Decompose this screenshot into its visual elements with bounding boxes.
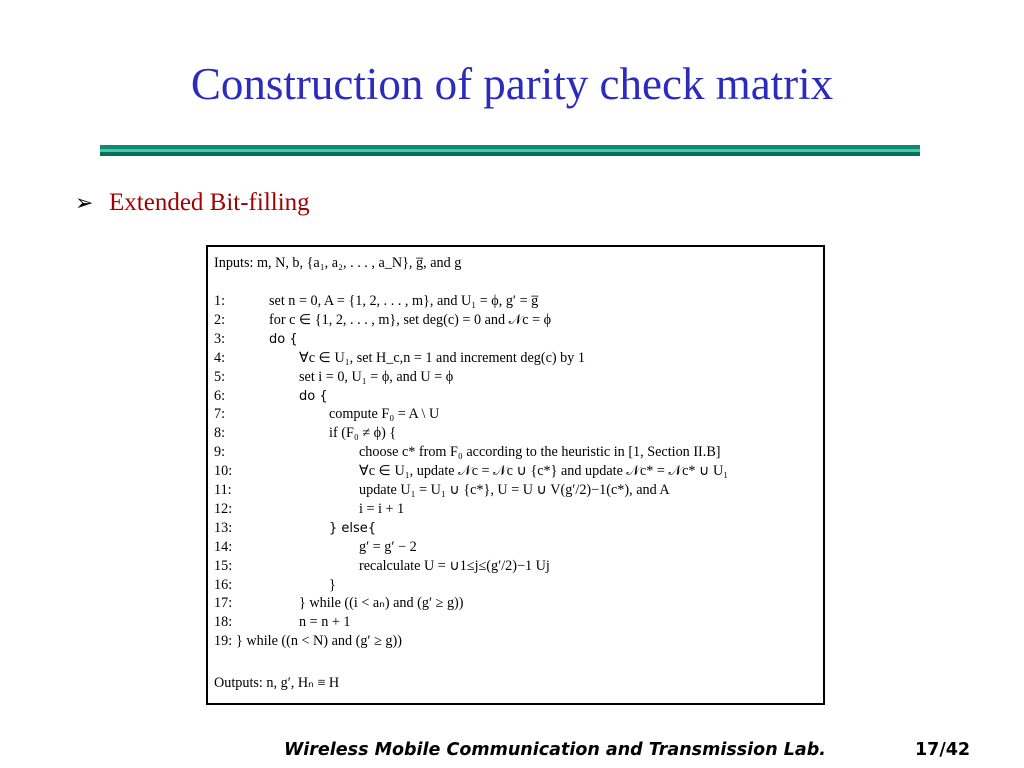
algorithm-box	[206, 245, 825, 705]
algorithm-line	[214, 500, 404, 518]
line-number: 13:	[214, 519, 233, 536]
line-number: 10:	[214, 463, 233, 480]
line-code: do {	[299, 388, 328, 404]
algorithm-line	[214, 405, 439, 423]
line-number: 11:	[214, 482, 232, 498]
line-code: g′ = g′ − 2	[359, 538, 417, 555]
line-number: 17:	[214, 595, 233, 612]
line-number: 4:	[214, 349, 226, 366]
line-number: 15:	[214, 557, 233, 574]
line-code: } while ((i < aₙ) and (g′ ≥ g))	[299, 595, 464, 612]
title-divider	[100, 145, 920, 159]
line-number: 6:	[214, 387, 226, 404]
algorithm-line	[214, 576, 336, 594]
line-number: 12:	[214, 500, 233, 517]
line-code: recalculate U = ∪1≤j≤(g′/2)−1 Uj	[359, 557, 550, 574]
line-number: 7:	[214, 406, 226, 423]
algorithm-line	[214, 387, 328, 406]
line-code: n = n + 1	[299, 614, 351, 631]
algorithm-line	[214, 462, 728, 480]
line-code: } while ((n < N) and (g′ ≥ g))	[236, 633, 402, 650]
line-number: 3:	[214, 330, 226, 347]
line-code: update U₁ = U₁ ∪ {c*}, U = U ∪ V(g′/2)−1(c*), and A	[359, 482, 670, 498]
bullet-text: Extended Bit-filling	[109, 189, 310, 216]
algorithm-line	[214, 349, 585, 367]
line-number: 9:	[214, 444, 226, 461]
line-code: i = i + 1	[359, 500, 405, 517]
line-code: choose c* from F₀ according to the heuristic in [1, Section II.B]	[359, 444, 721, 461]
slide-title: Construction of parity check matrix	[190, 59, 834, 109]
line-code: }	[329, 576, 336, 593]
line-number: 5:	[214, 368, 226, 385]
bullet-arrow-icon: ➢	[75, 190, 94, 216]
line-number: 1:	[214, 293, 226, 309]
page-number: 17/42	[915, 740, 971, 760]
algorithm-outputs: Outputs: n, g′, Hₙ ≡ H	[214, 675, 340, 691]
line-code: do {	[269, 331, 298, 347]
line-code: if (F₀ ≠ ϕ) {	[329, 425, 397, 442]
line-code: set i = 0, U₁ = ϕ, and U = ϕ	[299, 368, 454, 385]
algorithm-line	[214, 481, 670, 499]
algorithm-line	[214, 557, 550, 575]
algorithm-line	[214, 613, 350, 631]
line-number: 2:	[214, 311, 226, 328]
line-number: 14:	[214, 538, 233, 555]
line-code: for c ∈ {1, 2, . . . , m}, set deg(c) = 0 and 𝒩c = ϕ	[269, 311, 552, 328]
algorithm-line	[214, 443, 721, 461]
algorithm-line	[214, 368, 453, 386]
line-code: ∀c ∈ U₁, set H_c,n = 1 and increment deg(c) by 1	[299, 349, 585, 366]
algorithm-line	[214, 424, 396, 442]
algorithm-line	[214, 292, 538, 310]
algorithm-inputs: Inputs: m, N, b, {a₁, a₂, . . . , a_N}, g̅, and g	[214, 255, 462, 271]
line-number: 18:	[214, 614, 233, 631]
line-number: 8:	[214, 425, 226, 442]
algorithm-line	[214, 538, 417, 556]
algorithm-line	[214, 632, 402, 650]
bullet-item	[75, 187, 310, 219]
line-code: compute F₀ = A \ U	[329, 406, 440, 423]
line-code: set n = 0, A = {1, 2, . . . , m}, and U₁ = ϕ, g′ = g̅	[269, 293, 539, 309]
line-code: ∀c ∈ U₁, update 𝒩c = 𝒩c ∪ {c*} and update 𝒩c* = 𝒩c* ∪ U₁	[359, 463, 729, 480]
algorithm-line	[214, 594, 464, 612]
line-number: 19:	[214, 633, 233, 650]
algorithm-line	[214, 311, 551, 329]
algorithm-line	[214, 519, 376, 538]
line-code: } else{	[329, 520, 377, 536]
algorithm-line	[214, 330, 298, 349]
footer-lab-name: Wireless Mobile Communication and Transmission Lab.	[284, 740, 826, 760]
line-number: 16:	[214, 576, 233, 593]
